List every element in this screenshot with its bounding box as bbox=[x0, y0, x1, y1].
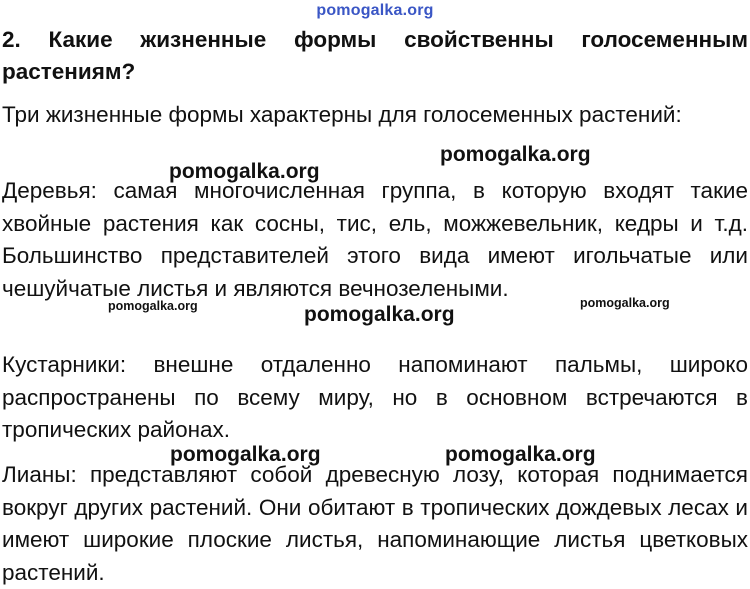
paragraph-trees: Деревья: самая многочисленная группа, в которую входят такие хвойные растения как сосны, тис, ель, можжевельник, кедры и т.д. Большинство представителей этого вида имеют игольчатые или чешуйчатые листья и являются вечнозелеными. bbox=[2, 178, 748, 301]
paragraph-intro: Три жизненные формы характерны для голосеменных растений: bbox=[2, 102, 682, 127]
watermark: pomogalka.org bbox=[170, 443, 321, 466]
site-watermark-header[interactable]: pomogalka.org bbox=[316, 2, 434, 19]
watermark: pomogalka.org bbox=[169, 160, 320, 183]
watermark: pomogalka.org bbox=[580, 296, 670, 310]
watermark: pomogalka.org bbox=[440, 143, 591, 166]
paragraph-lianas: Лианы: представляют собой древесную лозу, которая поднимается вокруг других растений. Они обитают в тропических дождевых лесах и имеют широкие плоские листья, напоминающие листья цветковых растений. bbox=[2, 462, 748, 585]
paragraph-shrubs: Кустарники: внешне отдаленно напоминают пальмы, широко распространены по всему миру, но в основном встречаются в тропических районах. bbox=[2, 352, 748, 442]
watermark: pomogalka.org bbox=[445, 443, 596, 466]
question-heading: 2. Какие жизненные формы свойственны голосеменным растениям? bbox=[2, 27, 748, 84]
watermark: pomogalka.org bbox=[304, 303, 455, 326]
watermark: pomogalka.org bbox=[108, 299, 198, 313]
